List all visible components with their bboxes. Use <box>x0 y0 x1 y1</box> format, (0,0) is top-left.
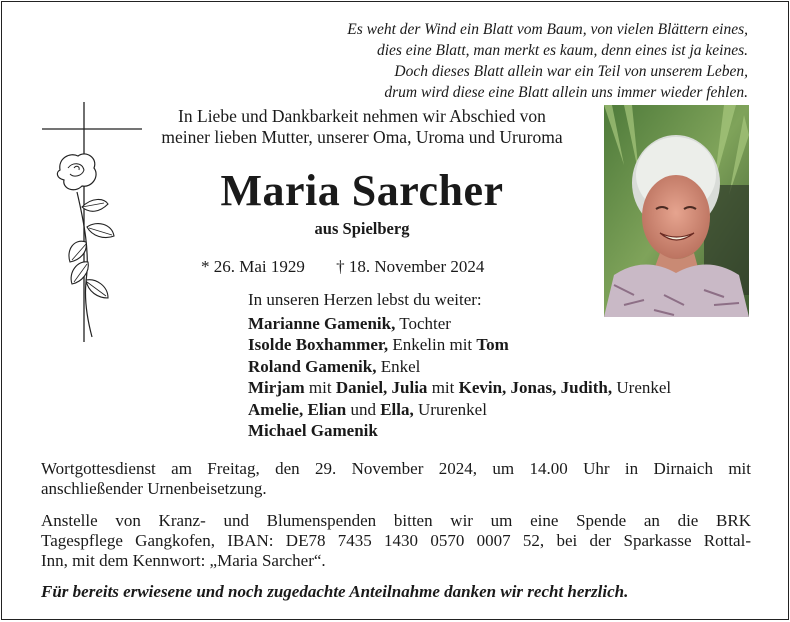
family-heading: In unseren Herzen lebst du weiter: <box>248 290 482 309</box>
poem <box>248 19 748 103</box>
poem-line: Doch dieses Blatt allein war ein Teil von unserem Leben, <box>394 63 748 80</box>
relative-name: Michael Gamenik <box>248 421 378 440</box>
family-line <box>248 356 671 378</box>
service-line: anschließender Urnenbeisetzung. <box>41 479 267 498</box>
deceased-name: Maria Sarcher <box>220 166 504 215</box>
relative-name: Daniel, Julia <box>335 378 428 397</box>
death-date: † 18. November 2024 <box>336 257 485 276</box>
family-line <box>248 377 671 399</box>
relation: Urenkel <box>612 378 672 397</box>
family-line <box>248 399 671 421</box>
relation: Enkelin mit <box>388 335 477 354</box>
poem-line: Es weht der Wind ein Blatt vom Baum, von vielen Blättern eines, <box>347 21 748 38</box>
service-line: Wortgottesdienst am Freitag, den 29. November 2024, um 14.00 Uhr in Dirnaich mit <box>41 459 751 478</box>
life-dates <box>201 257 484 277</box>
donation-line: Tagespflege Gangkofen, IBAN: DE78 7435 1430 0570 0007 52, bei der Sparkasse Rottal- <box>41 531 751 550</box>
portrait-photo <box>604 105 749 317</box>
donation-line: Inn, mit dem Kennwort: „Maria Sarcher“. <box>41 551 326 570</box>
relative-name: Isolde Boxhammer, <box>248 335 389 354</box>
thanks-text: Für bereits erwiesene und noch zugedachte Anteilnahme danken wir recht herzlich. <box>41 582 629 601</box>
relative-name: Tom <box>476 335 509 354</box>
family-line <box>248 313 671 335</box>
poem-line: drum wird diese eine Blatt allein uns immer wieder fehlen. <box>384 84 748 101</box>
service-info <box>41 459 751 499</box>
relation: Ururenkel <box>413 399 487 419</box>
donation-info <box>41 511 751 571</box>
intro-line: In Liebe und Dankbarkeit nehmen wir Abschied von <box>178 106 546 126</box>
connector: mit <box>304 378 336 397</box>
relation: Tochter <box>395 313 451 333</box>
donation-line: Anstelle von Kranz- und Blumenspenden bitten wir um eine Spende an die BRK <box>41 511 751 530</box>
connector: und <box>346 399 381 419</box>
relation: Enkel <box>376 356 421 376</box>
relative-name: Roland Gamenik, <box>248 356 377 376</box>
family-line <box>248 334 671 356</box>
relative-name: Marianne Gamenik, <box>248 313 396 333</box>
obituary-notice <box>1 1 789 620</box>
connector: mit <box>427 378 459 397</box>
relative-name: Amelie, Elian <box>248 399 347 419</box>
intro-text <box>127 106 597 148</box>
relative-name: Mirjam <box>248 378 305 397</box>
intro-line: meiner lieben Mutter, unserer Oma, Uroma und Ururoma <box>161 127 563 147</box>
family-list <box>248 289 671 442</box>
relative-name: Ella, <box>380 399 414 419</box>
poem-line: dies eine Blatt, man merkt es kaum, denn eines ist ja keines. <box>376 42 748 59</box>
birth-date: * 26. Mai 1929 <box>201 257 305 276</box>
deceased-origin: aus Spielberg <box>314 219 410 238</box>
relative-name: Kevin, Jonas, Judith, <box>458 378 613 397</box>
family-line <box>248 420 671 442</box>
